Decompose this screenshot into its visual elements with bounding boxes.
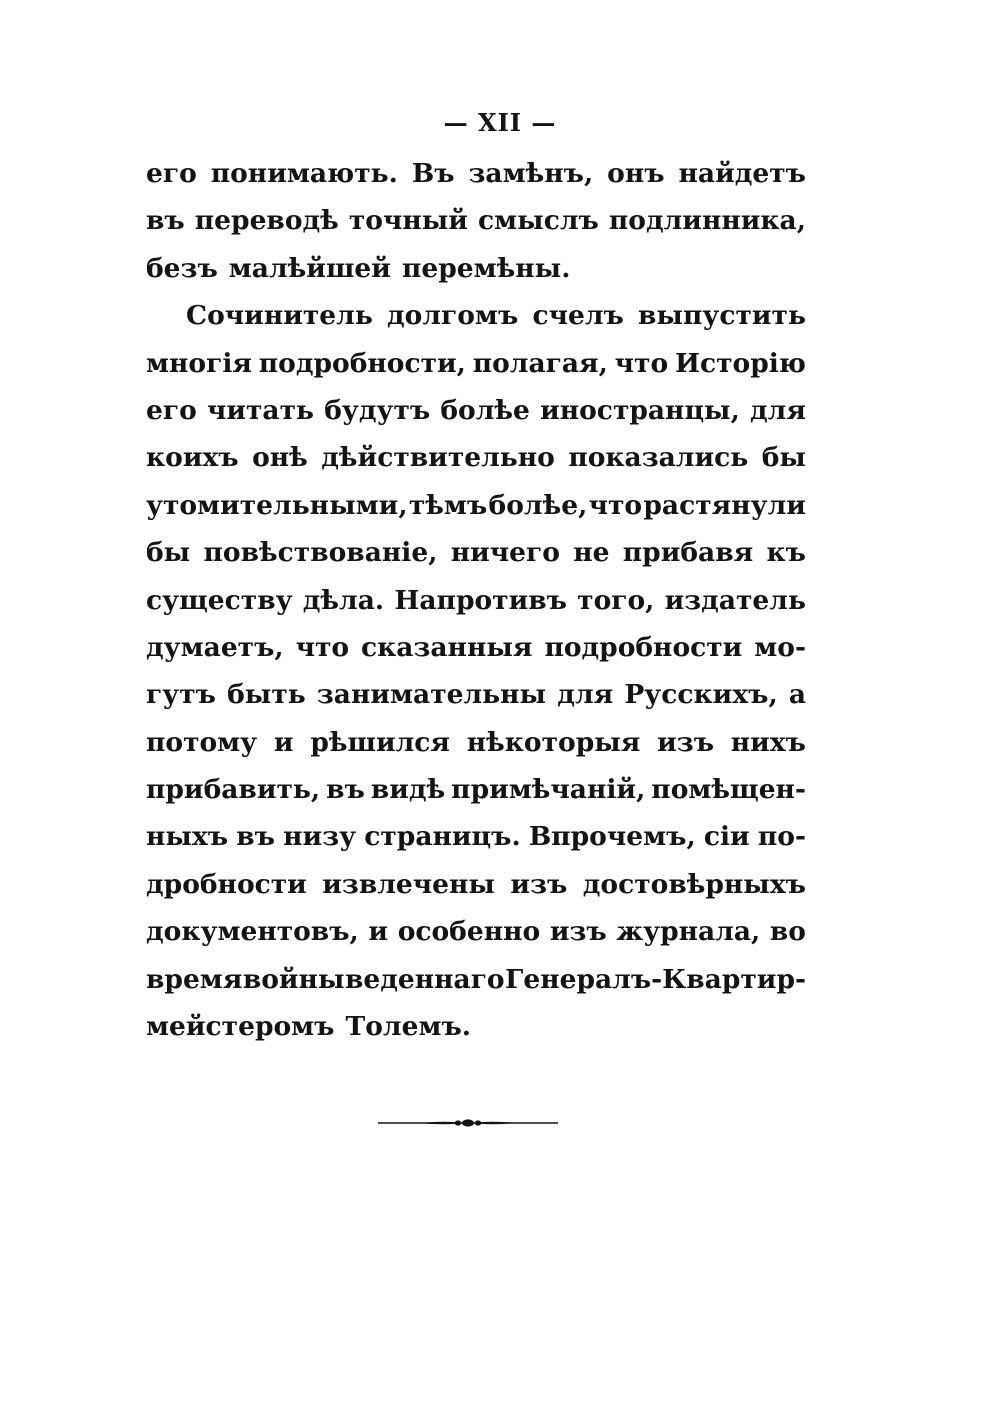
word: подлинника, <box>608 205 806 237</box>
word: утомительными, <box>146 489 408 521</box>
word: что <box>295 631 350 663</box>
word: мейстеромъ <box>146 1011 335 1043</box>
word: того, <box>577 584 655 616</box>
word: долгомъ <box>386 300 519 332</box>
text-line <box>146 813 806 860</box>
word: ныхъ <box>146 821 229 853</box>
word: журнала, <box>616 916 761 948</box>
word: гутъ <box>146 679 216 711</box>
word: счелъ <box>532 300 624 332</box>
word: нихъ <box>730 726 806 758</box>
word: по- <box>757 821 806 853</box>
text-line <box>146 956 806 1003</box>
word: въ <box>146 205 185 237</box>
word: во <box>769 916 806 948</box>
word: растянули <box>643 489 806 521</box>
word: многія <box>146 347 252 379</box>
word: перемѣны. <box>401 252 571 284</box>
word: а <box>788 679 806 711</box>
word: Въ <box>411 158 455 189</box>
page-number: — XII — <box>443 108 557 137</box>
word: Впрочемъ, <box>528 821 696 853</box>
word: Толемъ. <box>345 1011 472 1043</box>
word: мо- <box>754 631 806 663</box>
text-line <box>146 671 806 718</box>
text-line <box>146 197 806 244</box>
word: занимательны <box>316 679 547 711</box>
word: его <box>146 158 197 189</box>
word: повѣствованіе, <box>203 537 438 569</box>
text-line <box>146 577 806 624</box>
word: существу <box>146 584 293 616</box>
text-line <box>146 624 806 671</box>
word: дѣла. <box>302 584 385 616</box>
word: достовѣрныхъ <box>582 868 806 900</box>
word: изъ <box>510 868 568 900</box>
word: документовъ, <box>146 916 359 948</box>
text-line <box>146 387 806 434</box>
word: переводѣ <box>194 205 339 237</box>
word: въ <box>326 774 365 806</box>
word: читать <box>206 394 315 426</box>
text-line <box>146 340 806 387</box>
word: подробности, <box>258 347 466 379</box>
word: низу <box>283 821 357 853</box>
word: извлечены <box>322 868 495 900</box>
word: найдетъ <box>678 158 806 189</box>
word: болѣе, <box>488 489 588 521</box>
paragraph <box>146 150 806 292</box>
word: въ <box>236 821 275 853</box>
word: веденнаго <box>344 963 505 995</box>
word: онѣ <box>252 442 308 474</box>
word: и <box>368 916 389 948</box>
word: нѣкоторыя <box>466 726 641 758</box>
word: болѣе <box>440 394 530 426</box>
word: Русскихъ, <box>624 679 778 711</box>
word: иностранцы, <box>540 394 740 426</box>
word: сказанныя <box>361 631 533 663</box>
word: прибавить, <box>146 774 321 806</box>
word: Генералъ-Квартир- <box>505 963 806 995</box>
word: тѣмъ <box>408 489 488 521</box>
word: время <box>146 963 243 995</box>
word: изъ <box>657 726 715 758</box>
word: безъ <box>146 252 218 284</box>
word: страницъ. <box>364 821 521 853</box>
word: Исторію <box>674 347 806 379</box>
text-line <box>146 245 806 292</box>
word: замѣнъ, <box>468 158 594 189</box>
word: примѣчаній, <box>451 774 646 806</box>
word: Напротивъ <box>394 584 567 616</box>
word: дробности <box>146 868 307 900</box>
word: прибавя <box>622 537 754 569</box>
text-line <box>146 150 806 197</box>
word: бы <box>146 537 191 569</box>
word: ничего <box>450 537 560 569</box>
word: быть <box>227 679 306 711</box>
word: полагая, <box>472 347 608 379</box>
word: думаетъ, <box>146 631 284 663</box>
text-line <box>146 434 806 481</box>
word: онъ <box>607 158 665 189</box>
text-line <box>146 1003 806 1050</box>
word: подробности <box>544 631 743 663</box>
word: видѣ <box>370 774 446 806</box>
word: будутъ <box>324 394 431 426</box>
word: не <box>573 537 610 569</box>
word: смыслъ <box>477 205 599 237</box>
word: выпустить <box>638 300 806 332</box>
word: малѣйшей <box>228 252 391 284</box>
word: къ <box>766 537 806 569</box>
word: изъ <box>549 916 607 948</box>
word: показались <box>568 442 749 474</box>
word: что <box>614 347 669 379</box>
text-line <box>146 861 806 908</box>
word: что <box>588 489 643 521</box>
text-line <box>146 482 806 529</box>
word: и <box>273 726 294 758</box>
body-text <box>146 150 806 1050</box>
word: бы <box>761 442 806 474</box>
word: особенно <box>397 916 541 948</box>
word: понимають. <box>210 158 398 189</box>
word: сіи <box>703 821 750 853</box>
word: для <box>557 679 614 711</box>
ornamental-divider <box>378 1112 558 1134</box>
text-line <box>146 529 806 576</box>
word: потому <box>146 726 258 758</box>
word: дѣйствительно <box>321 442 555 474</box>
text-line <box>146 719 806 766</box>
word: рѣшился <box>310 726 451 758</box>
word: Сочинитель <box>186 300 373 332</box>
text-line <box>146 766 806 813</box>
word: издатель <box>664 584 806 616</box>
paragraph <box>146 292 806 1050</box>
text-line <box>146 908 806 955</box>
word: точный <box>348 205 468 237</box>
text-line <box>146 292 806 339</box>
word: для <box>750 394 806 426</box>
word: его <box>146 394 197 426</box>
word: помѣщен- <box>651 774 806 806</box>
word: войны <box>242 963 345 995</box>
word: коихъ <box>146 442 239 474</box>
